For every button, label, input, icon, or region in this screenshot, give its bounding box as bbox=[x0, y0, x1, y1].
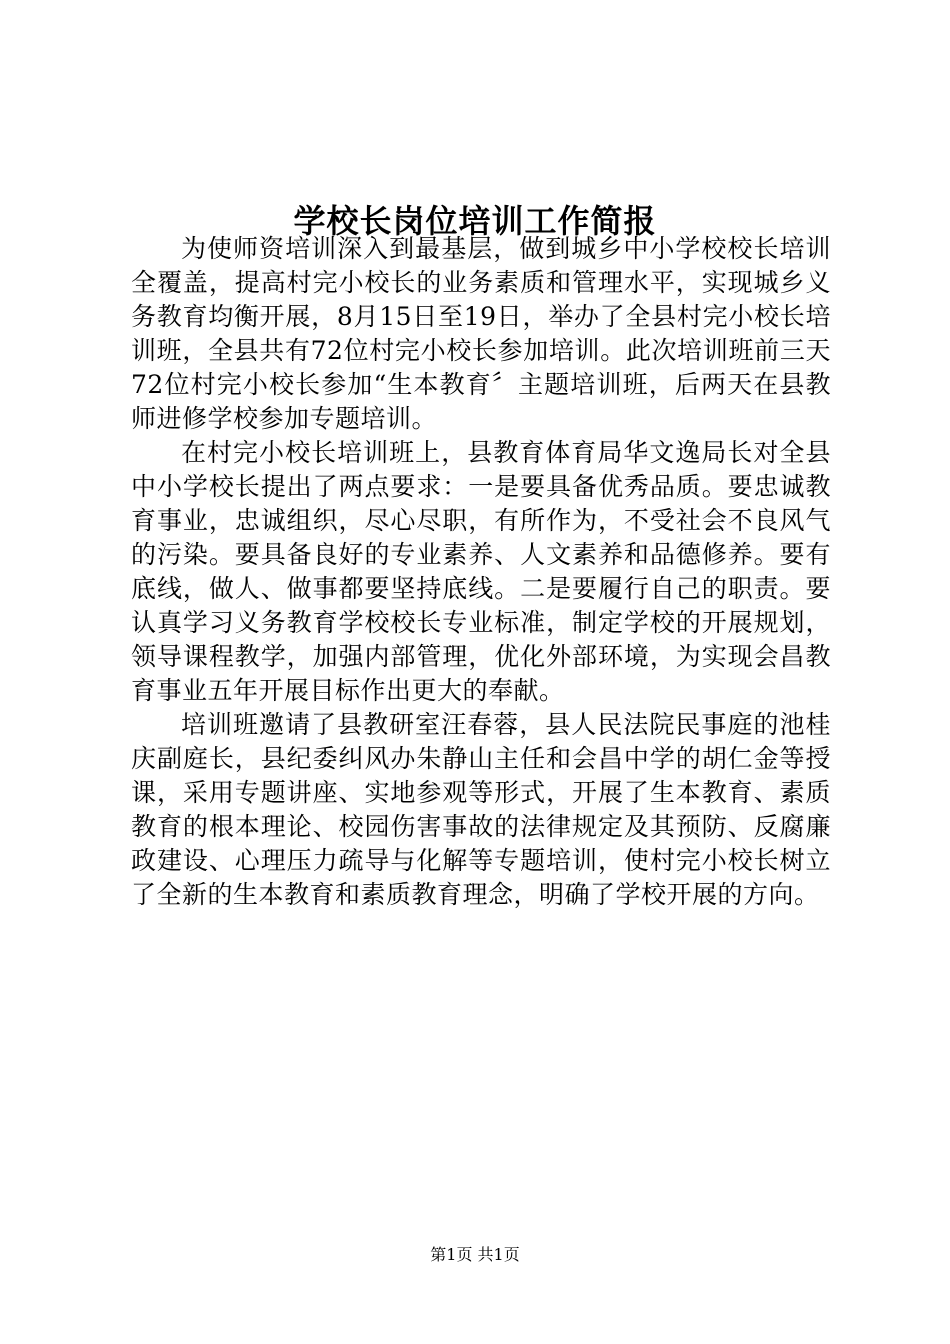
document-body bbox=[131, 232, 831, 912]
page-footer: 第1页 共1页 bbox=[430, 1245, 520, 1264]
paragraph-lecturers: 培训班邀请了县教研室汪春蓉，县人民法院民事庭的池桂庆副庭长，县纪委纠风办朱静山主任和会昌中学的胡仁金等授课，采用专题讲座、实地参观等形式，开展了生本教育、素质教育的根本理论、校园伤害事故的法律规定及其预防、反腐廉政建设、心理压力疏导与化解等专题培训，使村完小校长树立了全新的生本教育和素质教育理念，明确了学校开展的方向。 bbox=[131, 710, 831, 909]
document-title: 学校长岗位培训工作简报 bbox=[293, 202, 657, 241]
paragraph-requirements: 在村完小校长培训班上，县教育体育局华文逸局长对全县中小学校长提出了两点要求：一是要具备优秀品质。要忠诚教育事业，忠诚组织，尽心尽职，有所作为，不受社会不良风气的污染。要具备良好的专业素养、人文素养和品德修养。要有底线，做人、做事都要坚持底线。二是要履行自己的职责。要认真学习义务教育学校校长专业标准，制定学校的开展规划，领导课程教学，加强内部管理，优化外部环境，为实现会昌教育事业五年开展目标作出更大的奉献。 bbox=[131, 438, 831, 705]
paragraph-intro: 为使师资培训深入到最基层，做到城乡中小学校校长培训全覆盖，提高村完小校长的业务素质和管理水平，实现城乡义务教育均衡开展，8月15日至19日，举办了全县村完小校长培训班，全县共有72位村完小校长参加培训。此次培训班前三天72位村完小校长参加“生本教育〞主题培训班，后两天在县教师进修学校参加专题培训。 bbox=[131, 234, 831, 433]
